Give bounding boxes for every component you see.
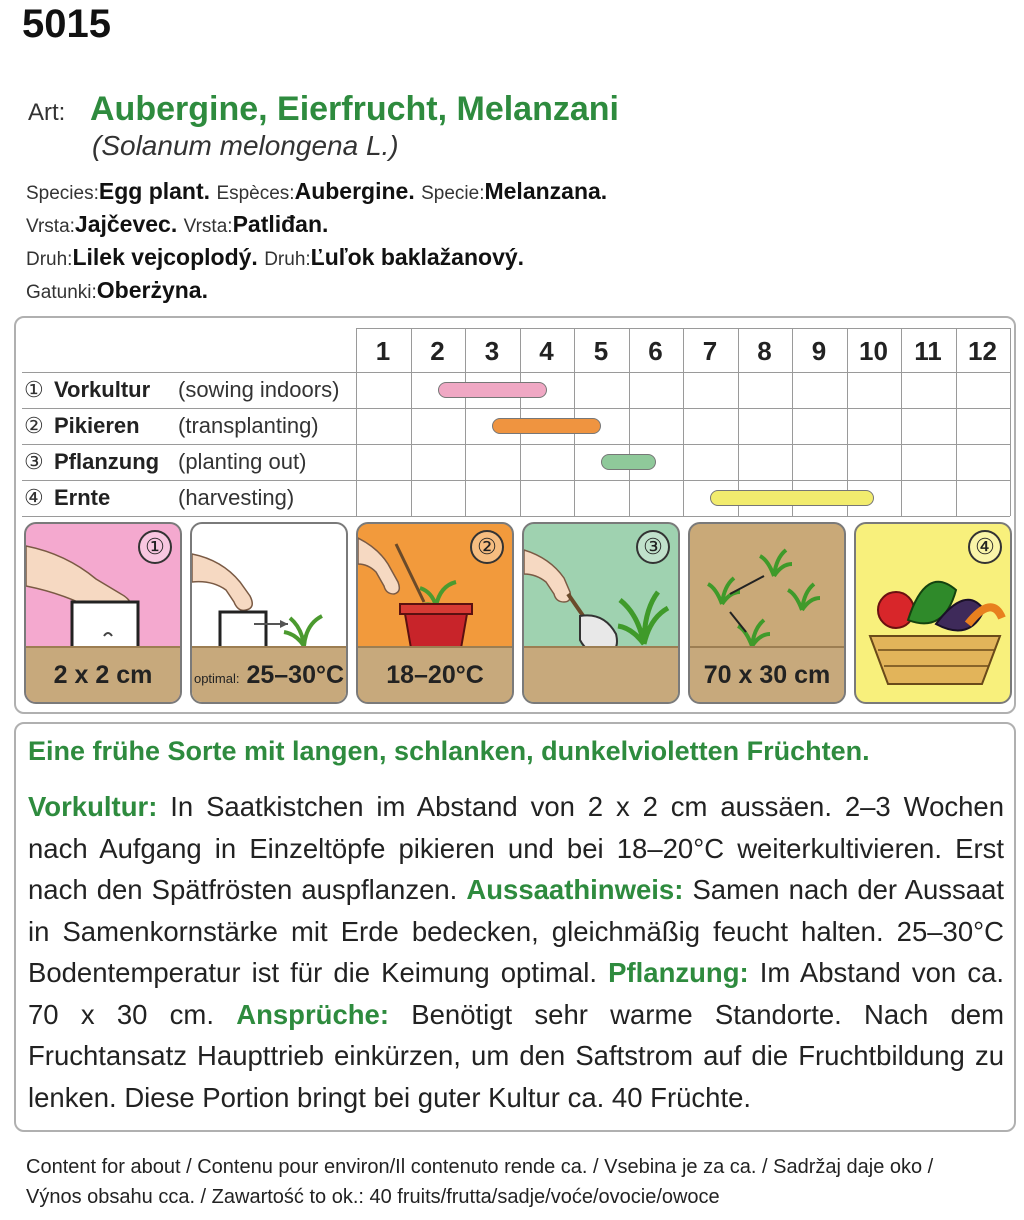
calendar-gridline: [22, 516, 1010, 517]
step-germination: [190, 522, 348, 704]
task-translation: (transplanting): [178, 413, 319, 438]
art-label: Art:: [28, 99, 66, 126]
task-number: ①: [24, 377, 44, 402]
calendar-bar-vorkultur: [438, 382, 547, 398]
variety-headline: Eine frühe Sorte mit langen, schlanken, dunkelvioletten Früchten.: [28, 736, 870, 766]
calendar-bar-ernte: [710, 490, 874, 506]
cultivation-instructions: Vorkultur: In Saatkistchen im Abstand von 2 x 2 cm aussäen. 2–3 Wochen nach Aufgang in Einzeltöpfe pikieren und bei 18–20°C weiterkultivieren. Erst nach den Spätfrösten auspflanzen. Aussaathinweis: Samen nach der Aussaat in Samenkornstärke mit Erde bedecken, gleichmäßig feucht halten. 25–30°C Bodentemperatur ist für die Keimung optimal. Pflanzung: Im Abstand von ca. 70 x 30 cm. Ansprüche: Benötigt sehr warme Standorte. Nach dem Fruchtansatz Haupttrieb einkürzen, um den Saftstrom auf die Fruchtbildung zu lenken. Diese Portion bringt bei guter Kultur ca. 40 Früchte.: [28, 791, 1005, 1113]
common-name: Aubergine, Eierfrucht, Melanzani: [90, 90, 619, 128]
task-name: Vorkultur: [54, 377, 151, 402]
month-label: 12: [968, 336, 997, 366]
language-label: Druh:: [264, 249, 311, 270]
task-name: Ernte: [54, 485, 111, 510]
name-row: [26, 176, 607, 209]
step-spacing: [688, 522, 846, 704]
language-label: Druh:: [26, 249, 73, 270]
content-info: [26, 1152, 933, 1212]
step-label: 2 x 2 cm: [53, 661, 153, 689]
translated-name: Ľuľok baklažanový.: [310, 244, 525, 270]
task-name: Pflanzung: [54, 449, 160, 474]
calendar-task-row: [24, 480, 294, 516]
task-name: Pikieren: [54, 413, 140, 438]
language-label: Vrsta:: [26, 216, 75, 237]
language-label: Specie:: [421, 183, 485, 204]
cultivation-panel: [14, 316, 1016, 714]
month-label: 6: [648, 336, 663, 366]
month-label: 5: [593, 336, 609, 366]
task-translation: (sowing indoors): [178, 377, 340, 402]
step-label: optimal: 25–30°C: [193, 661, 345, 689]
step-number-badge: ①: [138, 530, 172, 564]
task-number: ④: [24, 485, 44, 510]
calendar-bar-pikieren: [492, 418, 601, 434]
step-number-badge: ②: [470, 530, 504, 564]
step-label: 18–20°C: [386, 661, 484, 689]
step-pricking: [356, 522, 514, 704]
task-translation: (harvesting): [178, 485, 295, 510]
translated-name: Patliđan.: [232, 211, 329, 237]
language-label: Espèces:: [216, 183, 295, 204]
translated-name: Jajčevec.: [74, 211, 178, 237]
calendar-task-row: [24, 444, 306, 480]
content-info-line-2: Výnos obsahu cca. / Zawartość to ok.: 40 fruits/frutta/sadje/voće/ovocie/owoce: [26, 1186, 720, 1208]
step-number-badge: ③: [636, 530, 670, 564]
calendar-bar-pflanzung: [601, 454, 656, 470]
translated-name: Lilek vejcoplodý.: [72, 244, 258, 270]
sowing-calendar: [22, 328, 1010, 528]
calendar-task-row: [24, 372, 339, 408]
soil-strip: [524, 646, 678, 702]
language-label: Vrsta:: [183, 216, 233, 237]
month-label: 10: [859, 336, 888, 366]
step-sowing: [24, 522, 182, 704]
product-code: 5015: [22, 2, 111, 46]
translated-names: [26, 176, 607, 308]
species-title: [28, 90, 619, 129]
language-label: Gatunki:: [26, 282, 97, 303]
month-label: 4: [539, 336, 554, 366]
month-label: 2: [430, 336, 445, 366]
task-number: ③: [24, 449, 44, 474]
cultivation-steps: [24, 522, 1012, 704]
translated-name: Egg plant.: [98, 178, 211, 204]
month-label: 9: [811, 336, 827, 366]
name-row: [26, 209, 607, 242]
task-translation: (planting out): [178, 449, 307, 474]
month-label: 7: [702, 336, 718, 366]
latin-name: (Solanum melongena L.): [92, 130, 399, 161]
calendar-task-row: [24, 408, 319, 444]
translated-name: Melanzana.: [484, 178, 608, 204]
content-info-line-1: Content for about / Contenu pour environ/Il contenuto rende ca. / Vsebina je za ca. / Sadržaj daje oko /: [26, 1156, 934, 1178]
month-label: 1: [375, 336, 391, 366]
step-label: 70 x 30 cm: [703, 661, 831, 689]
calendar-gridline: [1010, 328, 1011, 516]
month-label: 11: [914, 336, 942, 366]
name-row: [26, 275, 607, 308]
name-row: [26, 242, 607, 275]
step-number-badge: ④: [968, 530, 1002, 564]
month-label: 8: [757, 336, 772, 366]
step-planting: [522, 522, 680, 704]
step-harvest: [854, 522, 1012, 704]
language-label: Species:: [26, 183, 99, 204]
translated-name: Oberżyna.: [96, 277, 208, 303]
description-box: [14, 722, 1016, 1132]
task-number: ②: [24, 413, 44, 438]
translated-name: Aubergine.: [294, 178, 415, 204]
month-label: 3: [484, 336, 500, 366]
